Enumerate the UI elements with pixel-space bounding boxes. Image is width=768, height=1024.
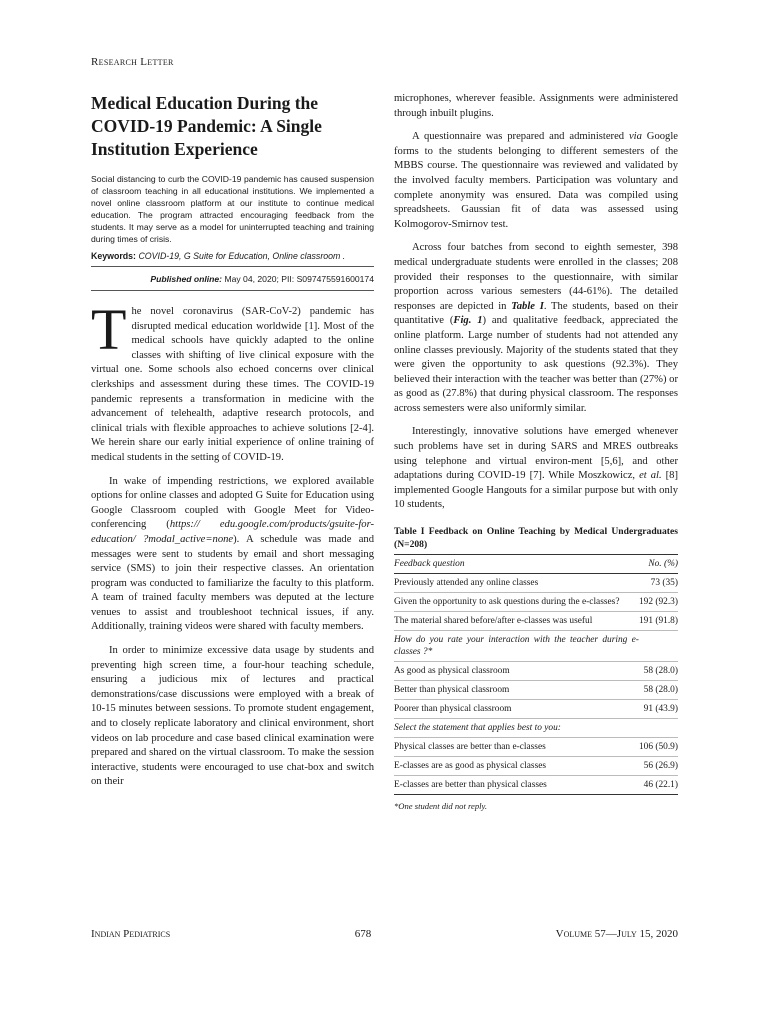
feedback-table-block bbox=[394, 525, 678, 814]
table-cell-value: 91 (43.9) bbox=[639, 700, 678, 719]
publication-info bbox=[91, 274, 374, 291]
page-number: 678 bbox=[354, 928, 372, 940]
table-cell-value: 58 (28.0) bbox=[639, 681, 678, 700]
etal-text: et al. bbox=[639, 470, 662, 482]
via-text: via bbox=[628, 131, 642, 143]
table-ref: Table I bbox=[511, 300, 544, 312]
table-header-row bbox=[394, 555, 678, 574]
paragraph-7 bbox=[394, 425, 678, 513]
keywords bbox=[91, 251, 374, 267]
paragraph-4: microphones, wherever feasible. Assignments were administered through inbuilt plugins. bbox=[394, 93, 678, 119]
table-row bbox=[394, 662, 678, 681]
paragraph-6-text-c: ) and qualitative feedback, appreciated the online platform. Large number of students had not attended any online classes previously. Majority of the students stated that they were given the opportunity to ask questions (92.3%). They believed their interaction with the teacher was better than (27%) or as good as (27.8%) that during physical classroom. The responses across semesters were also uniformly similar. bbox=[394, 315, 679, 414]
table-cell-question: As good as physical classroom bbox=[394, 662, 639, 681]
table-cell-question: Better than physical classroom bbox=[394, 681, 639, 700]
column-header-question: Feedback question bbox=[394, 555, 639, 574]
table-cell-value: 192 (92.3) bbox=[639, 593, 678, 612]
table-cell-question: E-classes are as good as physical classes bbox=[394, 757, 639, 776]
table-cell-question: E-classes are better than physical classes bbox=[394, 776, 639, 795]
paragraph-2-text-a: In wake of impending restrictions, we explored available options for online classes and adopted G Suite for Education using Google Classroom coupled with Google Meet for Video-conferencing ( bbox=[91, 475, 374, 531]
volume-info: Volume 57—July 15, 2020 bbox=[555, 928, 678, 940]
paragraph-1-text: he novel coronavirus (SAR-CoV-2) pandemic has disrupted medical education worldwide [1]. Most of the medical schools have quickly adapted to the online classes with shifting of live clinical exposure with the virtual one. Some schools also echoed concerns over clinical clerkships and assessment during these times. The COVID-19 pandemic represents a transformation in medicine with the advancement of telehealth, adaptive research protocols, and clinical trials with flexible approaches to achieve solutions [2-4]. We herein share our early initial experience of online training of medical students in the setting of COVID-19. bbox=[91, 306, 374, 463]
table-title: Table I Feedback on Online Teaching by Medical Undergraduates (N=208) bbox=[394, 526, 678, 551]
column-header-number: No. (%) bbox=[639, 555, 678, 574]
body-left bbox=[91, 297, 375, 790]
paragraph-5-text-a: A questionnaire was prepared and administered bbox=[412, 131, 629, 143]
published-value: May 04, 2020; PII: S097475591600174 bbox=[224, 274, 374, 284]
paragraph-5 bbox=[394, 130, 678, 232]
table-cell-question: Physical classes are better than e-classes bbox=[394, 738, 639, 757]
paragraph-2-text-b: ). A schedule was made and messages were sent to students by email and short messaging service (SMS) to join their respective classes. An orientation program was conducted to familiarize the faculty to this platform. A team of trained faculty members was deputed at the lecture venues to assist and troubleshoot technical issues, if any. Additionally, training videos were shared with faculty members. bbox=[91, 533, 374, 633]
table-cell-value bbox=[639, 631, 678, 662]
section-label: Research Letter bbox=[91, 56, 174, 68]
figure-ref: Fig. 1 bbox=[453, 315, 483, 327]
table-cell-value: 56 (26.9) bbox=[639, 757, 678, 776]
table-cell-question: Poorer than physical classroom bbox=[394, 700, 639, 719]
table-cell-question: Given the opportunity to ask questions during the e-classes? bbox=[394, 593, 639, 612]
table-row bbox=[394, 700, 678, 719]
feedback-table bbox=[394, 554, 678, 795]
drop-cap: T bbox=[91, 297, 127, 362]
table-section-row bbox=[394, 719, 678, 738]
table-section-row bbox=[394, 631, 678, 662]
keywords-text: COVID-19, G Suite for Education, Online classroom . bbox=[138, 251, 346, 261]
table-cell-value: 73 (35) bbox=[639, 574, 678, 593]
abstract: Social distancing to curb the COVID-19 pandemic has caused suspension of classroom teaching in all educational institutions. We implemented a novel online classroom platform at our institute to continue medical education. The program attracted encouraging feedback from the students. It may serve as a model for uninterrupted teaching and training during times of crisis. bbox=[91, 174, 374, 244]
article-title: Medical Education During the COVID-19 Pandemic: A Single Institution Experience bbox=[91, 93, 322, 159]
gsuite-link[interactable]: https:// edu.google.com/products/gsuite-for-education/ ?modal_active=none bbox=[91, 519, 375, 545]
table-row bbox=[394, 757, 678, 776]
table-row bbox=[394, 574, 678, 593]
paragraph-5-text-b: Google forms to the students belonging to different semesters of the MBBS course. The questionnaire was reviewed and validated by the involved faculty members. Participation was voluntary and complete anonymity was ensured. Data was compiled using spreadsheets. Gaussian fit of data was assessed using Kolmogorov-Smirnov test. bbox=[394, 131, 678, 230]
table-cell-question: How do you rate your interaction with the teacher during e-classes ?* bbox=[394, 631, 639, 662]
table-footnote: *One student did not reply. bbox=[394, 801, 488, 812]
paragraph-7-text-a: Interestingly, innovative solutions have emerged whenever such problems have set in during SARS and MRES outbreaks using telephone and virtual environ-ment [5,6], and other adaptations during COVID-19 [7]. While Moszkowicz, bbox=[394, 426, 678, 482]
journal-name: Indian Pediatrics bbox=[91, 928, 171, 940]
paragraph-7-text-b: [8] implemented Google Hangouts for a similar purpose but with only 10 students, bbox=[394, 470, 678, 511]
table-cell-value: 106 (50.9) bbox=[639, 738, 678, 757]
table-row bbox=[394, 738, 678, 757]
table-row bbox=[394, 681, 678, 700]
right-column bbox=[394, 92, 678, 814]
table-body bbox=[394, 574, 678, 795]
paragraph-6-text-a: Across four batches from second to eighth semester, 398 medical undergraduate students were enrolled in the classes; 208 provided their responses to the questionnaire, with similar proportion across various semesters (44-61%). The detailed responses are depicted in bbox=[394, 242, 678, 312]
paragraph-3: In order to minimize excessive data usage by students and preventing high screen time, a four-hour teaching schedule, ensuring a judicious mix of lectures and practical demonstrations/case discussions were employed with a break of 10-15 minutes between sessions. To promote student engagement, and to closely replicate laboratory and clinical environment, short videos on lab procedure and case based clinical examination were prepared and shared on the virtual classroom. To make the session interactive, students were encouraged to use chat-box and switch on their bbox=[91, 645, 374, 788]
paragraph-6 bbox=[394, 241, 678, 416]
table-cell-value: 58 (28.0) bbox=[639, 662, 678, 681]
paragraph-2 bbox=[91, 475, 374, 636]
table-cell-value: 191 (91.8) bbox=[639, 612, 678, 631]
table-cell-question: The material shared before/after e-classes was useful bbox=[394, 612, 639, 631]
page-footer bbox=[91, 928, 678, 940]
paragraph-1 bbox=[91, 297, 374, 466]
table-cell-question: Previously attended any online classes bbox=[394, 574, 639, 593]
keywords-label: Keywords: bbox=[91, 251, 136, 261]
table-row bbox=[394, 593, 678, 612]
paragraph-6-text-b: . The students, based on their quantitative ( bbox=[394, 300, 678, 327]
left-column bbox=[91, 92, 374, 799]
table-row bbox=[394, 776, 678, 795]
table-cell-value bbox=[639, 719, 678, 738]
published-label: Published online: bbox=[150, 274, 223, 284]
table-cell-question: Select the statement that applies best to you: bbox=[394, 719, 639, 738]
table-row bbox=[394, 612, 678, 631]
table-cell-value: 46 (22.1) bbox=[639, 776, 678, 795]
